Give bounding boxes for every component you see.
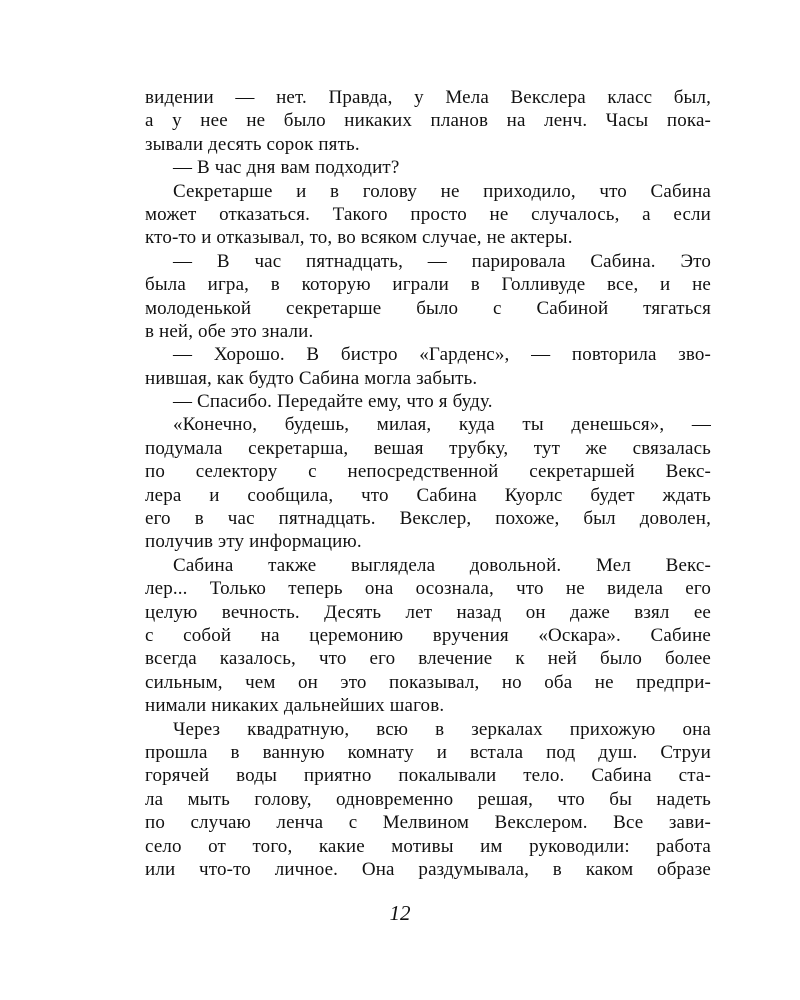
text-line: прошла в ванную комнату и встала под душ. Струи xyxy=(145,741,711,763)
text-line: а у нее не было никаких планов на ленч. Часы пока- xyxy=(145,110,711,132)
text-line: — Хорошо. В бистро «Гарденс», — повторила зво- xyxy=(173,344,711,366)
text-line: целую вечность. Десять лет назад он даже взял ее xyxy=(145,601,711,623)
text-line: его в час пятнадцать. Векслер, похоже, был доволен, xyxy=(145,508,711,530)
text-line: «Конечно, будешь, милая, куда ты денешься», — xyxy=(173,414,711,436)
text-line: — В час пятнадцать, — парировала Сабина. Это xyxy=(173,250,711,272)
text-line: лера и сообщила, что Сабина Куорлс будет ждать xyxy=(145,484,711,506)
text-line: зывали десять сорок пять. xyxy=(145,133,360,155)
page-body-text xyxy=(145,86,711,881)
text-line: с собой на церемонию вручения «Оскара». Сабине xyxy=(145,624,711,646)
text-line: Секретарше и в голову не приходило, что Сабина xyxy=(173,180,711,202)
text-line: — В час дня вам подходит? xyxy=(173,157,400,179)
text-line: село от того, какие мотивы им руководили: работа xyxy=(145,835,711,857)
text-line: кто-то и отказывал, то, во всяком случае, не актеры. xyxy=(145,227,573,249)
text-line: нимали никаких дальнейших шагов. xyxy=(145,695,445,717)
text-line: получив эту информацию. xyxy=(145,531,362,553)
text-line: лер... Только теперь она осознала, что не видела его xyxy=(145,578,711,600)
text-line: по случаю ленча с Мелвином Векслером. Все зави- xyxy=(145,812,711,834)
page-number: 12 xyxy=(389,901,411,925)
text-line: была игра, в которую играли в Голливуде все, и не xyxy=(145,274,711,296)
text-line: — Спасибо. Передайте ему, что я буду. xyxy=(173,391,493,413)
text-line: в ней, обе это знали. xyxy=(145,320,314,342)
text-line: горячей воды приятно покалывали тело. Сабина ста- xyxy=(145,765,711,787)
text-line: или что-то личное. Она раздумывала, в каком образе xyxy=(145,858,711,880)
text-line: подумала секретарша, вешая трубку, тут же связалась xyxy=(145,437,711,459)
text-line: Сабина также выглядела довольной. Мел Векс- xyxy=(173,554,711,576)
text-line: нившая, как будто Сабина могла забыть. xyxy=(145,367,478,389)
text-line: Через квадратную, всю в зеркалах прихожую она xyxy=(173,718,711,740)
text-line: всегда казалось, что его влечение к ней было более xyxy=(145,648,711,670)
text-line: сильным, чем он это показывал, но оба не предпри- xyxy=(145,671,711,693)
text-line: по селектору с непосредственной секретаршей Векс- xyxy=(145,461,711,483)
text-line: молоденькой секретарше было с Сабиной тягаться xyxy=(145,297,711,319)
text-line: ла мыть голову, одновременно решая, что бы надеть xyxy=(145,788,711,810)
text-line: видении — нет. Правда, у Мела Векслера класс был, xyxy=(145,87,711,108)
text-line: может отказаться. Такого просто не случалось, а если xyxy=(145,203,711,225)
